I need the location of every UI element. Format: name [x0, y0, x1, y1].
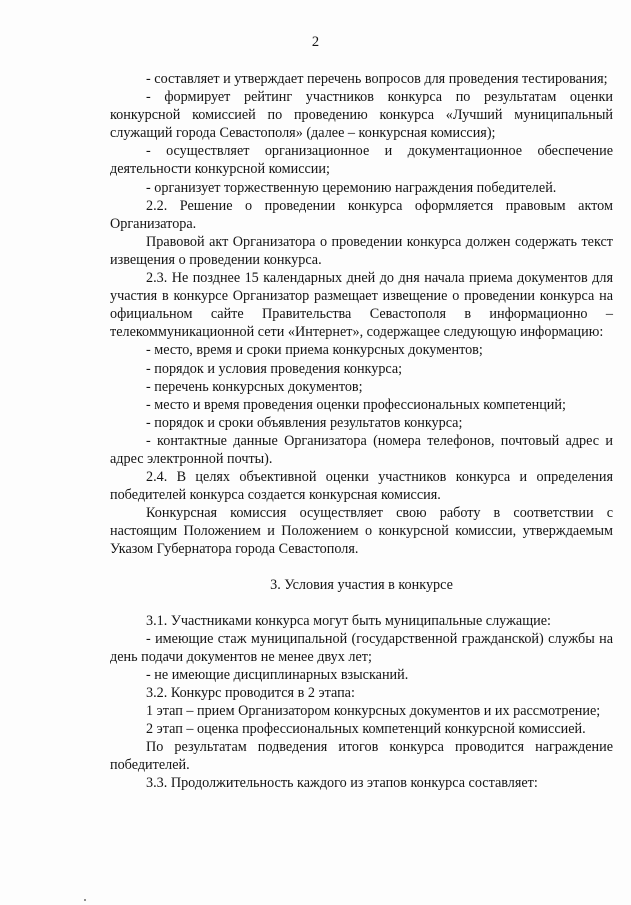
paragraph: - формирует рейтинг участников конкурса по результатам оценки конкурсной комиссией по проведению конкурса «Лучший муниципальный служащий города Севастополя» (далее – конкурсная комиссия);: [110, 89, 613, 142]
list-item: - имеющие стаж муниципальной (государственной гражданской) службы на день подачи документов не менее двух лет;: [110, 630, 613, 665]
page-number: 2: [311, 34, 320, 50]
document-body: [110, 70, 613, 793]
paragraph: 3.3. Продолжительность каждого из этапов конкурса составляет:: [146, 775, 538, 792]
list-item: - контактные данные Организатора (номера телефонов, почтовый адрес и адрес электронной почты).: [110, 432, 613, 467]
list-item: - порядок и условия проведения конкурса;: [146, 360, 403, 377]
list-item: 2 этап – оценка профессиональных компетенций конкурсной комиссией.: [146, 721, 586, 738]
paragraph: - организует торжественную церемонию награждения победителей.: [146, 179, 557, 196]
spacer: [110, 594, 613, 612]
paragraph: 3.2. Конкурс проводится в 2 этапа:: [146, 685, 355, 701]
list-item: - порядок и сроки объявления результатов конкурса;: [146, 414, 463, 431]
list-item: - место, время и сроки приема конкурсных документов;: [146, 342, 483, 359]
list-item: - место и время проведения оценки профессиональных компетенций;: [146, 396, 566, 413]
paragraph: По результатам подведения итогов конкурса проводится награждение победителей.: [110, 739, 613, 774]
paragraph: Конкурсная комиссия осуществляет свою работу в соответствии с настоящим Положением и Положением о конкурсной комиссии, утверждаемым Указом Губернатора города Севастополя.: [110, 505, 613, 558]
paragraph: 3.1. Участниками конкурса могут быть муниципальные служащие:: [146, 612, 551, 629]
list-item: - не имеющие дисциплинарных взысканий.: [146, 666, 409, 683]
paragraph: - составляет и утверждает перечень вопросов для проведения тестирования;: [146, 71, 608, 87]
paragraph: - осуществляет организационное и документационное обеспечение деятельности конкурсной комиссии;: [110, 143, 613, 178]
list-item: 1 этап – прием Организатором конкурсных документов и их рассмотрение;: [146, 703, 601, 720]
paragraph: 2.3. Не позднее 15 календарных дней до дня начала приема документов для участия в конкурсе Организатор размещает извещение о проведении конкурса на официальном сайте Правительства Севастополя в информационно – телекоммуникационной сети «Интернет», содержащее следующую информацию:: [110, 270, 613, 341]
scan-speck: [84, 899, 86, 901]
paragraph: 2.2. Решение о проведении конкурса оформляется правовым актом Организатора.: [110, 197, 613, 232]
paragraph: 2.4. В целях объективной оценки участников конкурса и определения победителей конкурса создается конкурсная комиссия.: [110, 469, 613, 504]
spacer: [110, 559, 613, 576]
list-item: - перечень конкурсных документов;: [146, 378, 363, 395]
paragraph: Правовой акт Организатора о проведении конкурса должен содержать текст извещения о проведении конкурса.: [110, 233, 613, 268]
section-heading: 3. Условия участия в конкурсе: [270, 576, 453, 593]
